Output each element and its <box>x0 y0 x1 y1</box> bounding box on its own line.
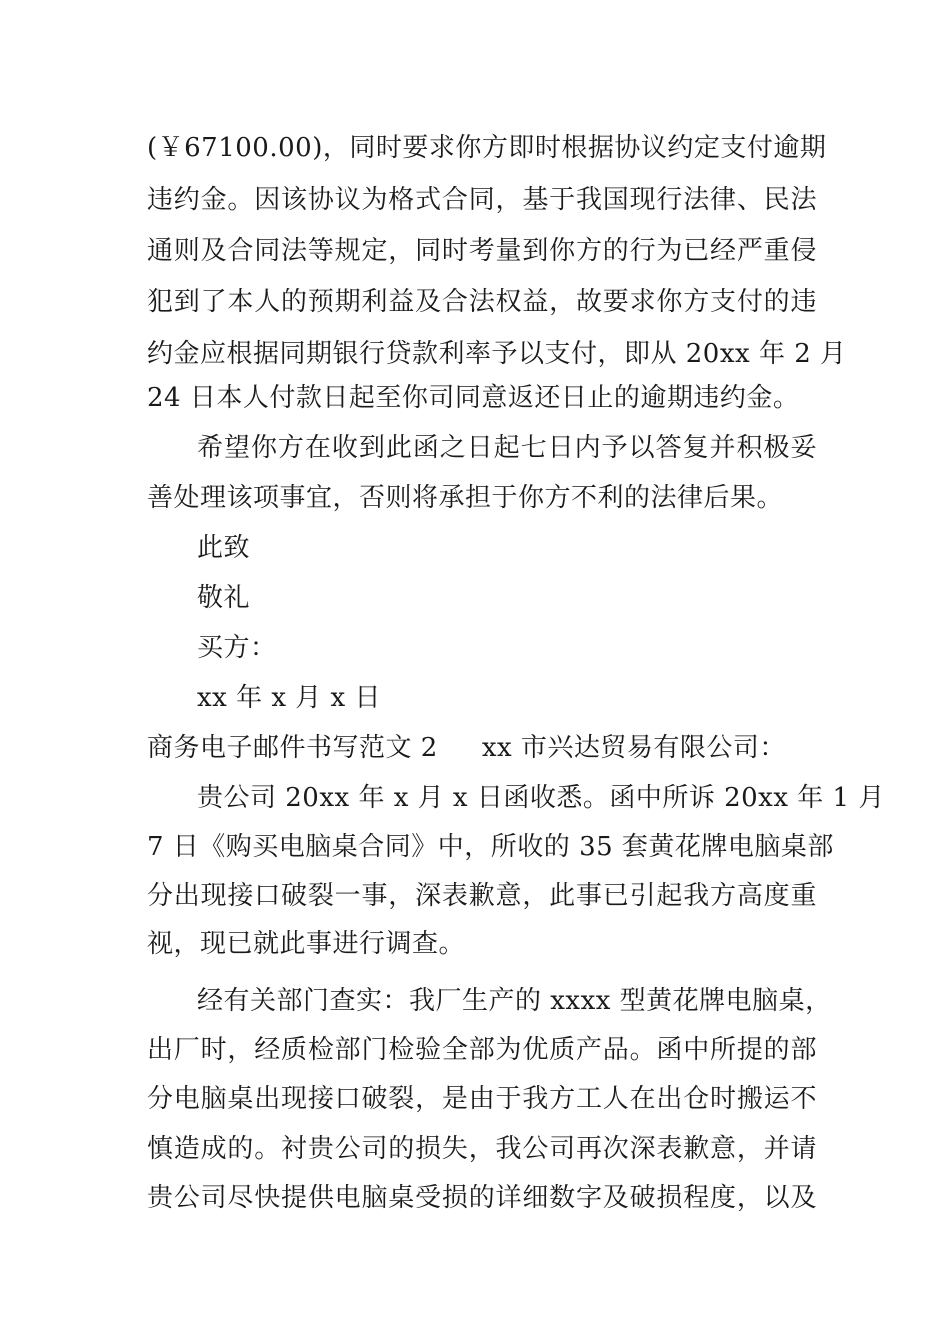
body-line: 贵公司 20xx 年 x 月 x 日函收悉。函中所诉 20xx 年 1 月 <box>197 783 885 813</box>
body-line: (￥67100.00)，同时要求你方即时根据协议约定支付逾期 <box>147 133 827 163</box>
body-line: 分电脑桌出现接口破裂，是由于我方工人在出仓时搬运不 <box>147 1084 817 1114</box>
closing-salutation: 此致 <box>197 533 251 563</box>
recipient-line: xx 市兴达贸易有限公司： <box>481 733 786 763</box>
body-line: 违约金。因该协议为格式合同，基于我国现行法律、民法 <box>147 185 817 215</box>
body-line: 24 日本人付款日起至你司同意返还日止的逾期违约金。 <box>147 383 800 413</box>
body-line: 经有关部门查实：我厂生产的 xxxx 型黄花牌电脑桌， <box>197 986 832 1016</box>
body-line: 希望你方在收到此函之日起七日内予以答复并积极妥 <box>197 433 817 463</box>
body-line: 7 日《购买电脑桌合同》中，所收的 35 套黄花牌电脑桌部 <box>147 832 834 862</box>
body-line: 约金应根据同期银行贷款利率予以支付，即从 20xx 年 2 月 <box>147 339 847 369</box>
body-line: 犯到了本人的预期利益及合法权益，故要求你方支付的违 <box>147 287 817 317</box>
closing-regards: 敬礼 <box>197 583 251 613</box>
body-line: 分出现接口破裂一事，深表歉意，此事已引起我方高度重 <box>147 881 817 911</box>
body-line: 慎造成的。衬贵公司的损失，我公司再次深表歉意，并请 <box>147 1134 817 1164</box>
body-line: 视，现已就此事进行调查。 <box>147 929 466 959</box>
section-title: 商务电子邮件书写范文 2 <box>147 733 438 763</box>
body-line: 善处理该项事宜，否则将承担于你方不利的法律后果。 <box>147 483 784 513</box>
body-line: 出厂时，经质检部门检验全部为优质产品。函中所提的部 <box>147 1035 817 1065</box>
body-line: 贵公司尽快提供电脑桌受损的详细数字及破损程度，以及 <box>147 1183 817 1213</box>
buyer-label: 买方： <box>197 633 277 663</box>
section-heading-row <box>147 732 817 764</box>
body-line: 通则及合同法等规定，同时考量到你方的行为已经严重侵 <box>147 236 817 266</box>
date-line: xx 年 x 月 x 日 <box>197 683 381 713</box>
